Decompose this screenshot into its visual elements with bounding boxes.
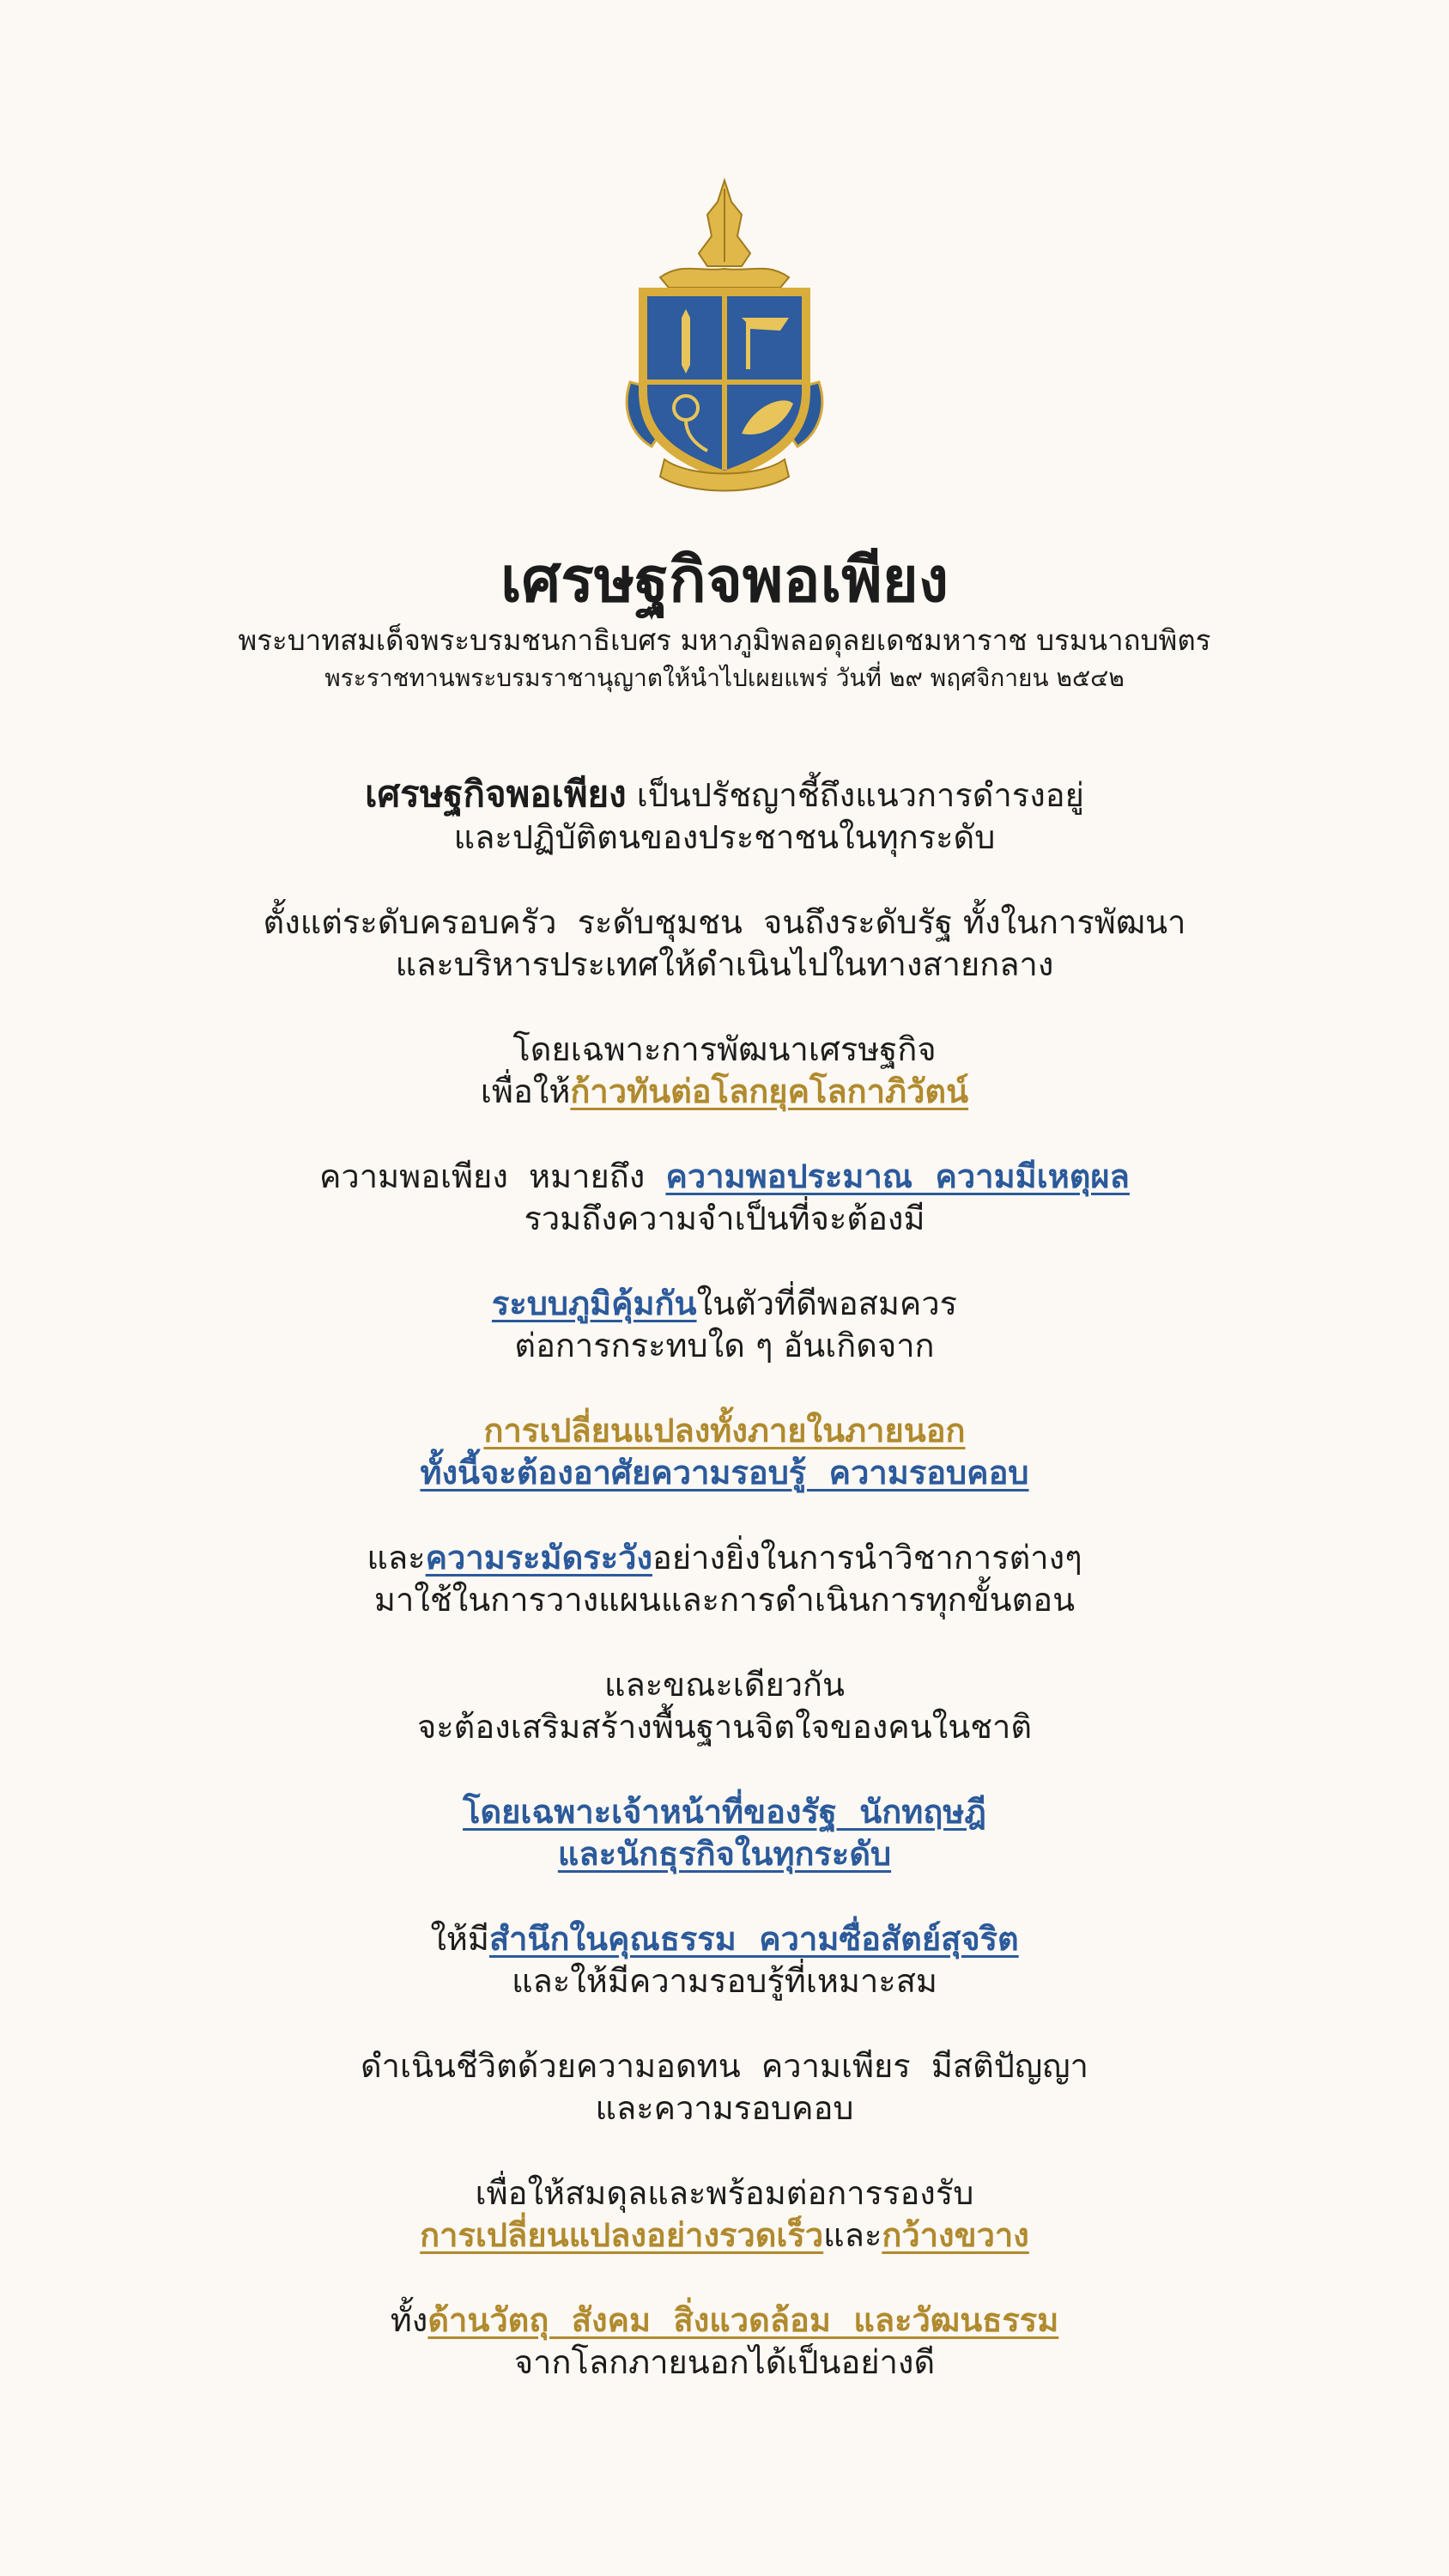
text-segment: ความพอเพียง หมายถึง <box>319 1157 666 1195</box>
text-segment: ต่อการกระทบใด ๆ อันเกิดจาก <box>514 1327 935 1364</box>
permission-date-line: พระราชทานพระบรมราชานุญาตให้นำไปเผยแพร่ วันที่ ๒๙ พฤศจิกายน ๒๕๔๒ <box>324 664 1125 692</box>
paragraph <box>0 1791 1449 1875</box>
paragraph <box>0 902 1449 986</box>
paragraph-line <box>0 1156 1449 1198</box>
text-segment: เพื่อให้ <box>480 1072 571 1110</box>
paragraph-line <box>0 1452 1449 1494</box>
highlighted-phrase: การเปลี่ยนแปลงอย่างรวดเร็ว <box>420 2216 824 2254</box>
paragraph <box>0 2172 1449 2257</box>
paragraph-line <box>0 1791 1449 1833</box>
paragraph-line <box>0 1071 1449 1113</box>
highlighted-phrase: ก้าวทันต่อโลกยุคโลกาภิวัตน์ <box>570 1072 969 1110</box>
paragraph-line <box>0 2045 1449 2087</box>
text-segment: ตั้งแต่ระดับครอบครัว ระดับชุมชน จนถึงระดับรัฐ ทั้งในการพัฒนา <box>263 903 1186 941</box>
page-title: เศรษฐกิจพอเพียง <box>500 544 949 616</box>
paragraph-line <box>0 1579 1449 1621</box>
highlighted-phrase: โดยเฉพาะเจ้าหน้าที่ของรัฐ นักทฤษฎี <box>463 1793 986 1831</box>
paragraph-line <box>0 2215 1449 2257</box>
paragraph-line <box>0 1706 1449 1748</box>
text-segment: เพื่อให้สมดุลและพร้อมต่อการรองรับ <box>475 2174 974 2212</box>
paragraph <box>0 773 1449 859</box>
text-segment: ในตัวที่ดีพอสมควร <box>696 1285 958 1322</box>
paragraph-line <box>0 2300 1449 2342</box>
text-segment: อย่างยิ่งในการนำวิชาการต่างๆ <box>652 1539 1082 1577</box>
text-segment: และ <box>367 1539 426 1577</box>
paragraph-line <box>0 1198 1449 1240</box>
paragraph-line <box>0 817 1449 859</box>
highlighted-phrase: และนักธุรกิจในทุกระดับ <box>557 1835 892 1873</box>
paragraph-line <box>0 773 1449 817</box>
paragraph-line <box>0 1029 1449 1071</box>
text-segment: และให้มีความรอบรู้ที่เหมาะสม <box>512 1962 937 2000</box>
text-segment: โดยเฉพาะการพัฒนาเศรษฐกิจ <box>512 1030 937 1068</box>
text-segment: ทั้ง <box>390 2301 428 2339</box>
paragraph <box>0 1283 1449 1367</box>
paragraph-line <box>0 1960 1449 2002</box>
text-segment: เป็นปรัชญาชี้ถึงแนวการดำรงอยู่ <box>626 776 1084 814</box>
paragraph <box>0 1410 1449 1494</box>
paragraph-line <box>0 944 1449 986</box>
paragraph-line <box>0 2342 1449 2384</box>
highlighted-phrase: ทั้งนี้จะต้องอาศัยความรอบรู้ ความรอบคอบ <box>420 1454 1029 1492</box>
text-segment: รวมถึงความจำเป็นที่จะต้องมี <box>524 1200 925 1237</box>
paragraph-line <box>0 1325 1449 1367</box>
text-segment: จะต้องเสริมสร้างพื้นฐานจิตใจของคนในชาติ <box>416 1708 1033 1746</box>
text-segment: มาใช้ในการวางแผนและการดำเนินการทุกขั้นตอน <box>373 1581 1076 1619</box>
paragraph-line <box>0 2087 1449 2129</box>
text-segment: และขณะเดียวกัน <box>603 1666 846 1704</box>
text-segment: ให้มี <box>430 1920 489 1958</box>
highlighted-phrase: ความระมัดระวัง <box>425 1539 652 1577</box>
highlighted-phrase: การเปลี่ยนแปลงทั้งภายในภายนอก <box>483 1412 966 1449</box>
paragraph-line <box>0 1664 1449 1706</box>
text-segment: และความรอบคอบ <box>595 2089 854 2127</box>
paragraph-line <box>0 1537 1449 1579</box>
highlighted-phrase: สำนึกในคุณธรรม ความซื่อสัตย์สุจริต <box>488 1920 1019 1958</box>
highlighted-phrase: กว้างขวาง <box>882 2216 1029 2254</box>
paragraph-line <box>0 902 1449 944</box>
text-segment: ดำเนินชีวิตด้วยความอดทน ความเพียร มีสติปัญญา <box>360 2047 1089 2085</box>
paragraph-line <box>0 1833 1449 1875</box>
foundation-emblem-icon <box>613 176 836 498</box>
highlighted-phrase: ความพอประมาณ ความมีเหตุผล <box>665 1157 1130 1195</box>
paragraph-line <box>0 1410 1449 1452</box>
paragraph <box>0 1664 1449 1748</box>
royal-author-line: พระบาทสมเด็จพระบรมชนกาธิเบศร มหาภูมิพลอดุลยเดชมหาราช บรมนาถบพิตร <box>238 623 1211 657</box>
text-segment: และปฏิบัติตนของประชาชนในทุกระดับ <box>453 818 996 856</box>
text-segment: จากโลกภายนอกได้เป็นอย่างดี <box>513 2343 936 2381</box>
paragraph <box>0 1537 1449 1621</box>
highlighted-phrase: ระบบภูมิคุ้มกัน <box>491 1285 697 1322</box>
text-segment: และ <box>823 2216 882 2254</box>
paragraph-line <box>0 2172 1449 2215</box>
paragraph <box>0 2300 1449 2384</box>
highlighted-phrase: ด้านวัตถุ สังคม สิ่งแวดล้อม และวัฒนธรรม <box>427 2301 1059 2339</box>
paragraph <box>0 1029 1449 1113</box>
text-segment: และบริหารประเทศให้ดำเนินไปในทางสายกลาง <box>395 945 1054 983</box>
paragraph <box>0 2045 1449 2129</box>
paragraph <box>0 1918 1449 2002</box>
paragraph-line <box>0 1918 1449 1960</box>
paragraph-line <box>0 1283 1449 1325</box>
highlighted-phrase: เศรษฐกิจพอเพียง <box>365 773 627 815</box>
crown-icon <box>660 180 789 288</box>
paragraph <box>0 1156 1449 1240</box>
philosophy-body <box>0 773 1449 2427</box>
